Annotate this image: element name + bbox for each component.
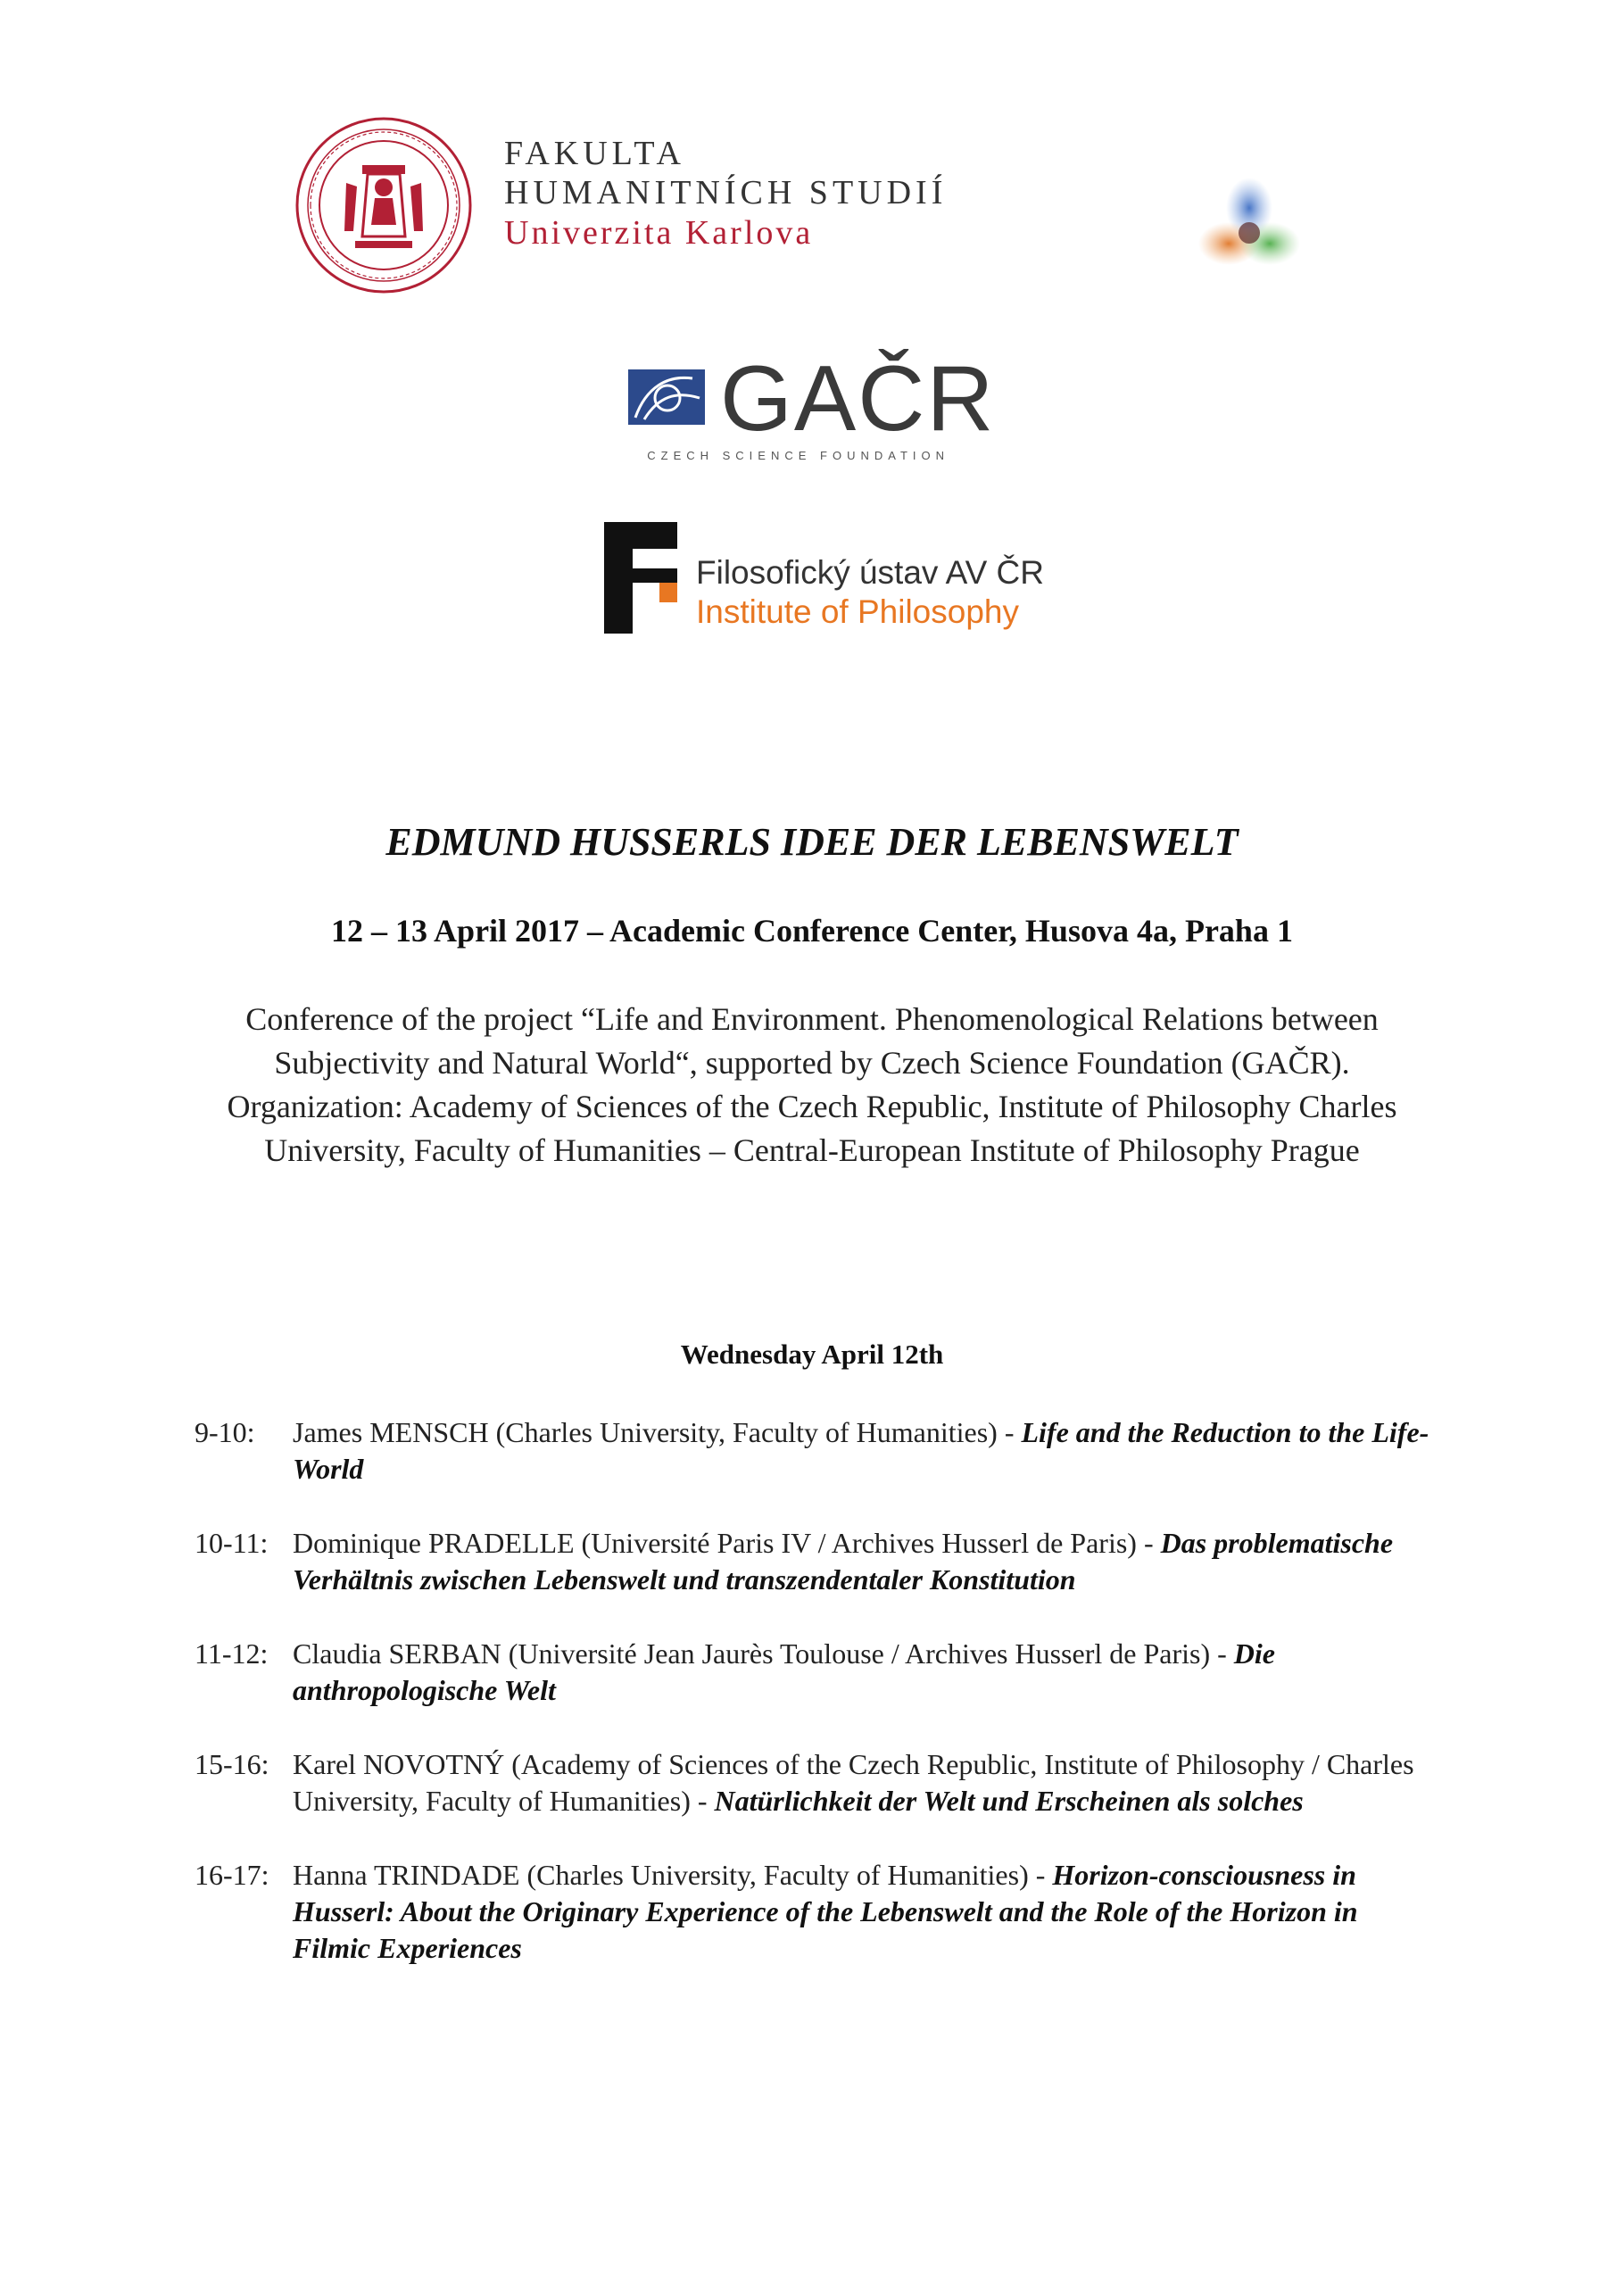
program-speaker: James MENSCH (Charles University, Faculty of Humanities) -	[293, 1416, 1022, 1448]
program-talk-title: Die anthropologische Welt	[293, 1637, 1275, 1706]
program-item	[195, 1636, 1435, 1709]
program-talk-title: Natürlichkeit der Welt und Erscheinen als solches	[714, 1785, 1304, 1817]
program-item	[195, 1525, 1435, 1598]
organization-text: Organization: Academy of Sciences of the Czech Republic, Institute of Philosophy Charles University, Faculty of Humanities – Central-European Institute of Philosophy Prague	[227, 1089, 1397, 1168]
program-speaker: Karel NOVOTNÝ (Academy of Sciences of the Czech Republic, Institute of Philosophy / Charles University, Faculty of Humanities) -	[293, 1748, 1414, 1817]
project-description: Conference of the project “Life and Environment. Phenomenological Relations between Subjectivity and Natural World“, supported by Czech Science Foundation (GAČR).	[245, 1001, 1379, 1081]
program-talk-title: Life and the Reduction to the Life-World	[293, 1416, 1429, 1485]
program-talk-title: Horizon-consciousness in Husserl: About the Originary Experience of the Lebenswelt and the Role of the Horizon in Filmic Experiences	[293, 1859, 1358, 1964]
program-item	[195, 1857, 1435, 1967]
program-time: 16-17:	[195, 1859, 269, 1891]
conference-description	[178, 998, 1446, 1173]
program-speaker: Hanna TRINDADE (Charles University, Faculty of Humanities) -	[293, 1859, 1053, 1891]
program-speaker: Dominique PRADELLE (Université Paris IV / Archives Husserl de Paris) -	[293, 1527, 1161, 1559]
program-item	[195, 1746, 1435, 1819]
letter-f-logo-icon	[604, 522, 677, 634]
program-time: 15-16:	[195, 1748, 269, 1780]
program-time: 10-11:	[195, 1527, 269, 1559]
gacr-wordmark: GAČR	[720, 347, 996, 451]
conference-title: EDMUND HUSSERLS IDEE DER LEBENSWELT	[385, 820, 1239, 864]
date-location: 12 – 13 April 2017 – Academic Conference Center, Husova 4a, Praha 1	[331, 913, 1293, 949]
university-seal-icon	[293, 116, 476, 294]
fhs-name-line1: FAKULTA	[504, 135, 685, 172]
program-item	[195, 1414, 1435, 1488]
fhs-logo	[293, 116, 1015, 286]
institute-of-philosophy-logo	[604, 522, 1068, 638]
institute-name-cz: Filosofický ústav AV ČR	[696, 554, 1044, 591]
program-talk-title: Das problematische Verhältnis zwischen Lebenswelt und transzendentaler Konstitution	[293, 1527, 1394, 1596]
fhs-wordmark	[504, 134, 947, 253]
institute-name-en: Institute of Philosophy	[696, 593, 1019, 630]
fhs-university: Univerzita Karlova	[504, 214, 814, 252]
program-time: 9-10:	[195, 1416, 255, 1448]
day-heading: Wednesday April 12th	[680, 1339, 944, 1370]
gacr-logo	[628, 347, 996, 473]
program-speaker: Claudia SERBAN (Université Jean Jaurès Toulouse / Archives Husserl de Paris) -	[293, 1637, 1234, 1670]
program-list	[195, 1414, 1435, 2004]
program-time: 11-12:	[195, 1637, 269, 1670]
institute-wordmark	[696, 553, 1044, 632]
tricolor-flower-logo-icon	[1182, 165, 1316, 299]
fhs-name-line2: HUMANITNÍCH STUDIÍ	[504, 174, 948, 211]
gacr-subtitle: CZECH SCIENCE FOUNDATION	[647, 449, 949, 462]
gacr-mark-icon	[628, 369, 705, 425]
